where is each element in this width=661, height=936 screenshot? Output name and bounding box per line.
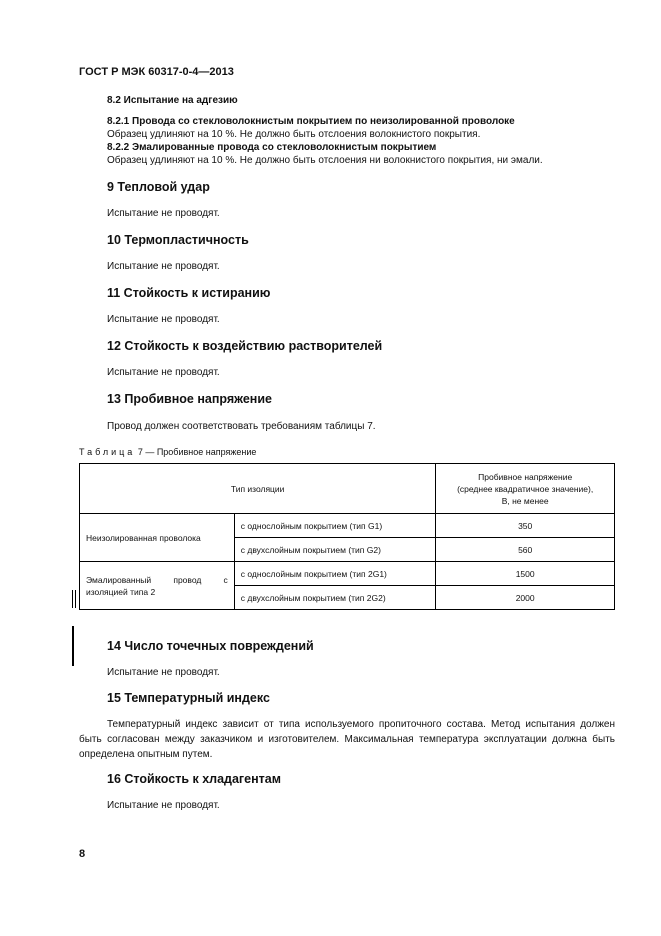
section-11-title: 11 Стойкость к истиранию (107, 286, 271, 300)
table-7 (79, 463, 615, 610)
change-mark-bar (72, 590, 73, 608)
section-13-title: 13 Пробивное напряжение (107, 392, 272, 406)
table-7-caption-word: Таблица (79, 447, 136, 457)
section-14-title: 14 Число точечных повреждений (107, 639, 314, 653)
table-row-group-label: Эмалированный провод с изоляцией типа 2 (80, 562, 235, 610)
section-8-2-2-title: 8.2.2 Эмалированные провода со стекловолокнистым покрытием (107, 142, 437, 153)
section-10-title: 10 Термопластичность (107, 233, 249, 247)
table-7-caption-rest: 7 — Пробивное напряжение (137, 447, 257, 457)
section-14-text: Испытание не проводят. (107, 667, 220, 678)
table-cell-value: 1500 (436, 562, 615, 586)
table-cell-coating: с однослойным покрытием (тип G1) (234, 514, 436, 538)
table-7-header-voltage-line2: (среднее квадратичное значение), (457, 483, 594, 494)
table-7-header-voltage-line1: Пробивное напряжение (478, 471, 573, 482)
table-7-header-voltage-line3: В, не менее (501, 495, 549, 506)
table-7-header-insulation: Тип изоляции (80, 464, 436, 514)
table-cell-coating: с двухслойным покрытием (тип G2) (234, 538, 436, 562)
section-11-text: Испытание не проводят. (107, 314, 220, 325)
section-15-text: Температурный индекс зависит от типа используемого пропиточного состава. Метод испытания должен быть согласован между заказчиком и изготовителем. Максимальная температура эксплуатации должна быть определена опытным путем. (79, 719, 615, 760)
document-header: ГОСТ Р МЭК 60317-0-4—2013 (79, 66, 234, 78)
section-8-2-2-text: Образец удлиняют на 10 %. Не должно быть отслоения ни волокнистого покрытия, ни эмали. (107, 155, 543, 166)
section-8-2-1-title: 8.2.1 Провода со стекловолокнистым покрытием по неизолированной проволоке (107, 116, 515, 127)
table-7-header-voltage (436, 464, 615, 514)
page-number: 8 (79, 848, 86, 860)
table-cell-coating: с двухслойным покрытием (тип 2G2) (234, 586, 436, 610)
change-mark-bar (72, 626, 74, 666)
table-cell-value: 2000 (436, 586, 615, 610)
section-16-text: Испытание не проводят. (107, 800, 220, 811)
table-cell-coating: с однослойным покрытием (тип 2G1) (234, 562, 436, 586)
section-12-title: 12 Стойкость к воздействию растворителей (107, 339, 383, 353)
table-row-group-label: Неизолированная проволока (80, 514, 235, 562)
section-12-text: Испытание не проводят. (107, 367, 220, 378)
section-10-text: Испытание не проводят. (107, 261, 220, 272)
table-7-caption (79, 447, 256, 457)
table-cell-value: 560 (436, 538, 615, 562)
section-8-2-1-text: Образец удлиняют на 10 %. Не должно быть отслоения волокнистого покрытия. (107, 129, 481, 140)
section-15-title: 15 Температурный индекс (107, 691, 270, 705)
section-9-title: 9 Тепловой удар (107, 180, 210, 194)
change-mark-bar (75, 590, 76, 608)
table-cell-value: 350 (436, 514, 615, 538)
section-8-2-title: 8.2 Испытание на адгезию (107, 95, 238, 106)
section-13-text: Провод должен соответствовать требованиям таблицы 7. (107, 421, 376, 432)
section-16-title: 16 Стойкость к хладагентам (107, 772, 281, 786)
section-9-text: Испытание не проводят. (107, 208, 220, 219)
